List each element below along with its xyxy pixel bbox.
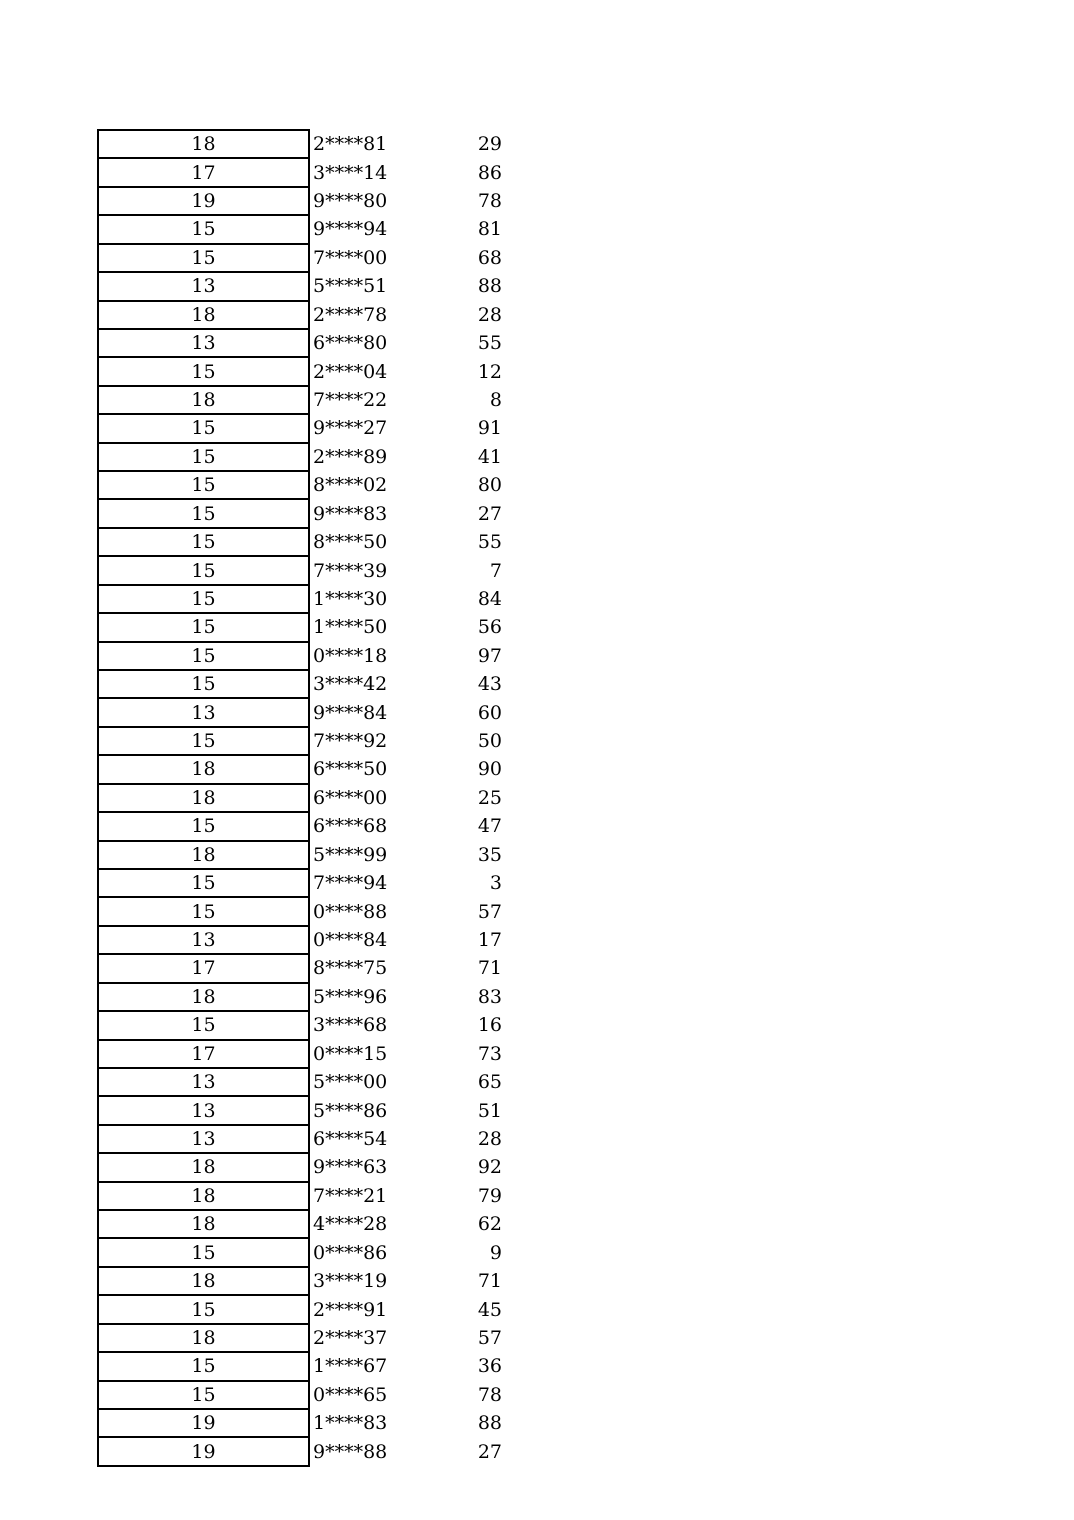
masked-id-cell: 1****30 <box>313 587 388 610</box>
table-row <box>98 471 502 499</box>
age-cell: 15 <box>98 1352 309 1380</box>
score-cell: 68 <box>477 246 502 269</box>
score-cell: 45 <box>477 1298 502 1321</box>
masked-id-cell: 9****83 <box>313 502 388 525</box>
table-row <box>98 443 502 471</box>
age-cell: 18 <box>98 983 309 1011</box>
table-row <box>98 670 502 698</box>
table-row <box>98 784 502 812</box>
score-cell: 56 <box>477 616 502 639</box>
table-row <box>98 983 502 1011</box>
score-cell: 36 <box>477 1355 502 1378</box>
age-cell: 17 <box>98 1040 309 1068</box>
score-cell: 55 <box>477 332 502 355</box>
age-cell: 18 <box>98 755 309 783</box>
table-row <box>98 556 502 584</box>
masked-id-cell: 5****51 <box>313 275 388 298</box>
age-cell: 18 <box>98 1153 309 1181</box>
table-row <box>98 414 502 442</box>
masked-id-cell: 5****00 <box>313 1071 388 1094</box>
age-cell: 15 <box>98 471 309 499</box>
age-cell: 19 <box>98 1409 309 1437</box>
table-row <box>98 1068 502 1096</box>
table-row <box>98 642 502 670</box>
age-cell: 15 <box>98 1295 309 1323</box>
masked-id-cell: 9****63 <box>313 1156 388 1179</box>
table-row <box>98 727 502 755</box>
table-row <box>98 158 502 186</box>
masked-id-cell: 2****89 <box>313 445 388 468</box>
score-cell: 97 <box>477 644 502 667</box>
age-cell: 15 <box>98 642 309 670</box>
score-cell: 12 <box>477 360 502 383</box>
masked-id-cell: 5****86 <box>313 1099 388 1122</box>
masked-id-cell: 5****99 <box>313 843 388 866</box>
age-cell: 15 <box>98 897 309 925</box>
table-row <box>98 386 502 414</box>
masked-id-cell: 7****94 <box>313 872 388 895</box>
score-cell: 80 <box>477 474 502 497</box>
score-cell: 8 <box>489 389 502 411</box>
masked-id-cell: 7****92 <box>313 730 388 753</box>
score-cell: 17 <box>477 929 502 952</box>
age-cell: 13 <box>98 1068 309 1096</box>
age-cell: 15 <box>98 812 309 840</box>
table-row <box>98 1182 502 1210</box>
age-cell: 13 <box>98 1125 309 1153</box>
table-row <box>98 897 502 925</box>
table-row <box>98 869 502 897</box>
masked-id-cell: 7****00 <box>313 246 388 269</box>
table-row <box>98 1011 502 1039</box>
table-row <box>98 130 502 158</box>
table-row <box>98 187 502 215</box>
table-row <box>98 272 502 300</box>
table-row <box>98 1238 502 1266</box>
masked-id-cell: 2****04 <box>313 360 388 383</box>
score-cell: 35 <box>477 843 502 866</box>
score-cell: 7 <box>489 559 502 582</box>
age-cell: 18 <box>98 1324 309 1352</box>
score-cell: 84 <box>477 587 502 610</box>
score-cell: 47 <box>477 815 502 838</box>
masked-id-cell: 3****42 <box>313 673 388 696</box>
table-row <box>98 215 502 243</box>
table-row <box>98 698 502 726</box>
age-cell: 15 <box>98 1238 309 1266</box>
table-row <box>98 499 502 527</box>
score-cell: 27 <box>477 502 502 525</box>
score-cell: 16 <box>477 1014 502 1037</box>
age-cell: 15 <box>98 1011 309 1039</box>
score-cell: 78 <box>477 1383 502 1406</box>
table-row <box>98 1437 502 1465</box>
score-cell: 78 <box>477 190 502 213</box>
masked-id-cell: 9****84 <box>313 701 388 724</box>
score-cell: 27 <box>477 1440 502 1463</box>
masked-id-cell: 3****68 <box>313 1014 388 1037</box>
table-row <box>98 1324 502 1352</box>
table-row <box>98 954 502 982</box>
score-cell: 43 <box>477 673 502 696</box>
score-cell: 50 <box>477 730 502 753</box>
masked-id-cell: 6****00 <box>313 786 388 809</box>
table-row <box>98 1125 502 1153</box>
masked-id-cell: 6****54 <box>313 1127 388 1150</box>
masked-id-cell: 7****39 <box>313 559 388 582</box>
table-row <box>98 301 502 329</box>
age-cell: 15 <box>98 414 309 442</box>
score-cell: 92 <box>477 1156 502 1179</box>
score-cell: 57 <box>477 1326 502 1349</box>
score-cell: 55 <box>477 531 502 554</box>
age-cell: 15 <box>98 499 309 527</box>
age-cell: 17 <box>98 158 309 186</box>
table-row <box>98 926 502 954</box>
age-cell: 15 <box>98 244 309 272</box>
table-row <box>98 1295 502 1323</box>
masked-id-cell: 3****14 <box>313 161 388 184</box>
masked-id-cell: 1****67 <box>313 1355 388 1378</box>
score-cell: 91 <box>477 417 502 440</box>
table-row <box>98 1153 502 1181</box>
age-cell: 15 <box>98 585 309 613</box>
table-row <box>98 841 502 869</box>
table-row <box>98 329 502 357</box>
age-cell: 18 <box>98 1210 309 1238</box>
age-cell: 13 <box>98 272 309 300</box>
score-cell: 28 <box>477 1127 502 1150</box>
masked-id-cell: 8****75 <box>313 957 388 980</box>
masked-id-cell: 8****50 <box>313 531 388 554</box>
score-cell: 88 <box>477 275 502 298</box>
score-cell: 90 <box>477 758 502 781</box>
masked-id-cell: 0****18 <box>313 644 388 667</box>
masked-id-cell: 7****22 <box>313 389 388 411</box>
age-cell: 18 <box>98 841 309 869</box>
age-cell: 15 <box>98 727 309 755</box>
masked-id-cell: 9****80 <box>313 190 388 213</box>
masked-id-cell: 0****65 <box>313 1383 388 1406</box>
masked-id-cell: 7****21 <box>313 1184 388 1207</box>
masked-id-cell: 4****28 <box>313 1213 388 1236</box>
score-cell: 28 <box>477 303 502 326</box>
age-cell: 15 <box>98 556 309 584</box>
masked-id-cell: 2****91 <box>313 1298 388 1321</box>
age-cell: 15 <box>98 215 309 243</box>
age-cell: 18 <box>98 301 309 329</box>
age-cell: 17 <box>98 954 309 982</box>
masked-id-cell: 6****50 <box>313 758 388 781</box>
table-row <box>98 1210 502 1238</box>
age-cell: 19 <box>98 187 309 215</box>
age-cell: 15 <box>98 528 309 556</box>
age-cell: 13 <box>98 926 309 954</box>
score-cell: 60 <box>477 701 502 724</box>
score-cell: 73 <box>477 1042 502 1065</box>
score-cell: 86 <box>477 161 502 184</box>
masked-id-cell: 3****19 <box>313 1270 388 1293</box>
score-cell: 71 <box>477 1270 502 1293</box>
masked-id-cell: 9****27 <box>313 417 388 440</box>
score-cell: 25 <box>477 786 502 809</box>
masked-id-cell: 2****81 <box>313 133 388 156</box>
masked-id-cell: 9****88 <box>313 1440 388 1463</box>
masked-id-cell: 2****37 <box>313 1326 388 1349</box>
masked-id-cell: 6****68 <box>313 815 388 838</box>
age-cell: 19 <box>98 1437 309 1465</box>
score-cell: 41 <box>477 445 502 468</box>
table-row <box>98 1267 502 1295</box>
masked-id-cell: 0****86 <box>313 1241 388 1264</box>
age-cell: 18 <box>98 1267 309 1295</box>
masked-id-cell: 5****96 <box>313 985 388 1008</box>
score-cell: 29 <box>477 133 502 156</box>
table-row <box>98 755 502 783</box>
score-cell: 83 <box>477 985 502 1008</box>
masked-id-cell: 2****78 <box>313 303 388 326</box>
age-cell: 13 <box>98 698 309 726</box>
table-row <box>98 613 502 641</box>
table-row <box>98 528 502 556</box>
table-row <box>98 357 502 385</box>
age-cell: 18 <box>98 386 309 414</box>
score-cell: 81 <box>477 218 502 241</box>
table-row <box>98 1040 502 1068</box>
data-table <box>97 129 503 1467</box>
age-cell: 15 <box>98 443 309 471</box>
age-cell: 18 <box>98 130 309 158</box>
table-row <box>98 1409 502 1437</box>
table-body <box>98 130 502 1466</box>
age-cell: 15 <box>98 670 309 698</box>
masked-id-cell: 1****83 <box>313 1412 388 1435</box>
age-cell: 13 <box>98 1096 309 1124</box>
masked-id-cell: 0****15 <box>313 1042 388 1065</box>
score-cell: 79 <box>477 1184 502 1207</box>
table-row <box>98 585 502 613</box>
score-cell: 62 <box>477 1213 502 1236</box>
table-row <box>98 1381 502 1409</box>
masked-id-cell: 8****02 <box>313 474 388 497</box>
age-cell: 13 <box>98 329 309 357</box>
age-cell: 15 <box>98 1381 309 1409</box>
age-cell: 15 <box>98 869 309 897</box>
score-cell: 88 <box>477 1412 502 1435</box>
age-cell: 18 <box>98 1182 309 1210</box>
masked-id-cell: 9****94 <box>313 218 388 241</box>
masked-id-cell: 6****80 <box>313 332 388 355</box>
age-cell: 15 <box>98 613 309 641</box>
score-cell: 71 <box>477 957 502 980</box>
masked-id-cell: 0****88 <box>313 900 388 923</box>
score-cell: 57 <box>477 900 502 923</box>
score-cell: 51 <box>477 1099 502 1122</box>
score-cell: 9 <box>489 1241 502 1264</box>
age-cell: 15 <box>98 357 309 385</box>
masked-id-cell: 1****50 <box>313 616 388 639</box>
table-row <box>98 244 502 272</box>
age-cell: 18 <box>98 784 309 812</box>
score-cell: 3 <box>489 872 502 895</box>
table-row <box>98 1096 502 1124</box>
masked-id-cell: 0****84 <box>313 929 388 952</box>
table-row <box>98 1352 502 1380</box>
score-cell: 65 <box>477 1071 502 1094</box>
table-row <box>98 812 502 840</box>
